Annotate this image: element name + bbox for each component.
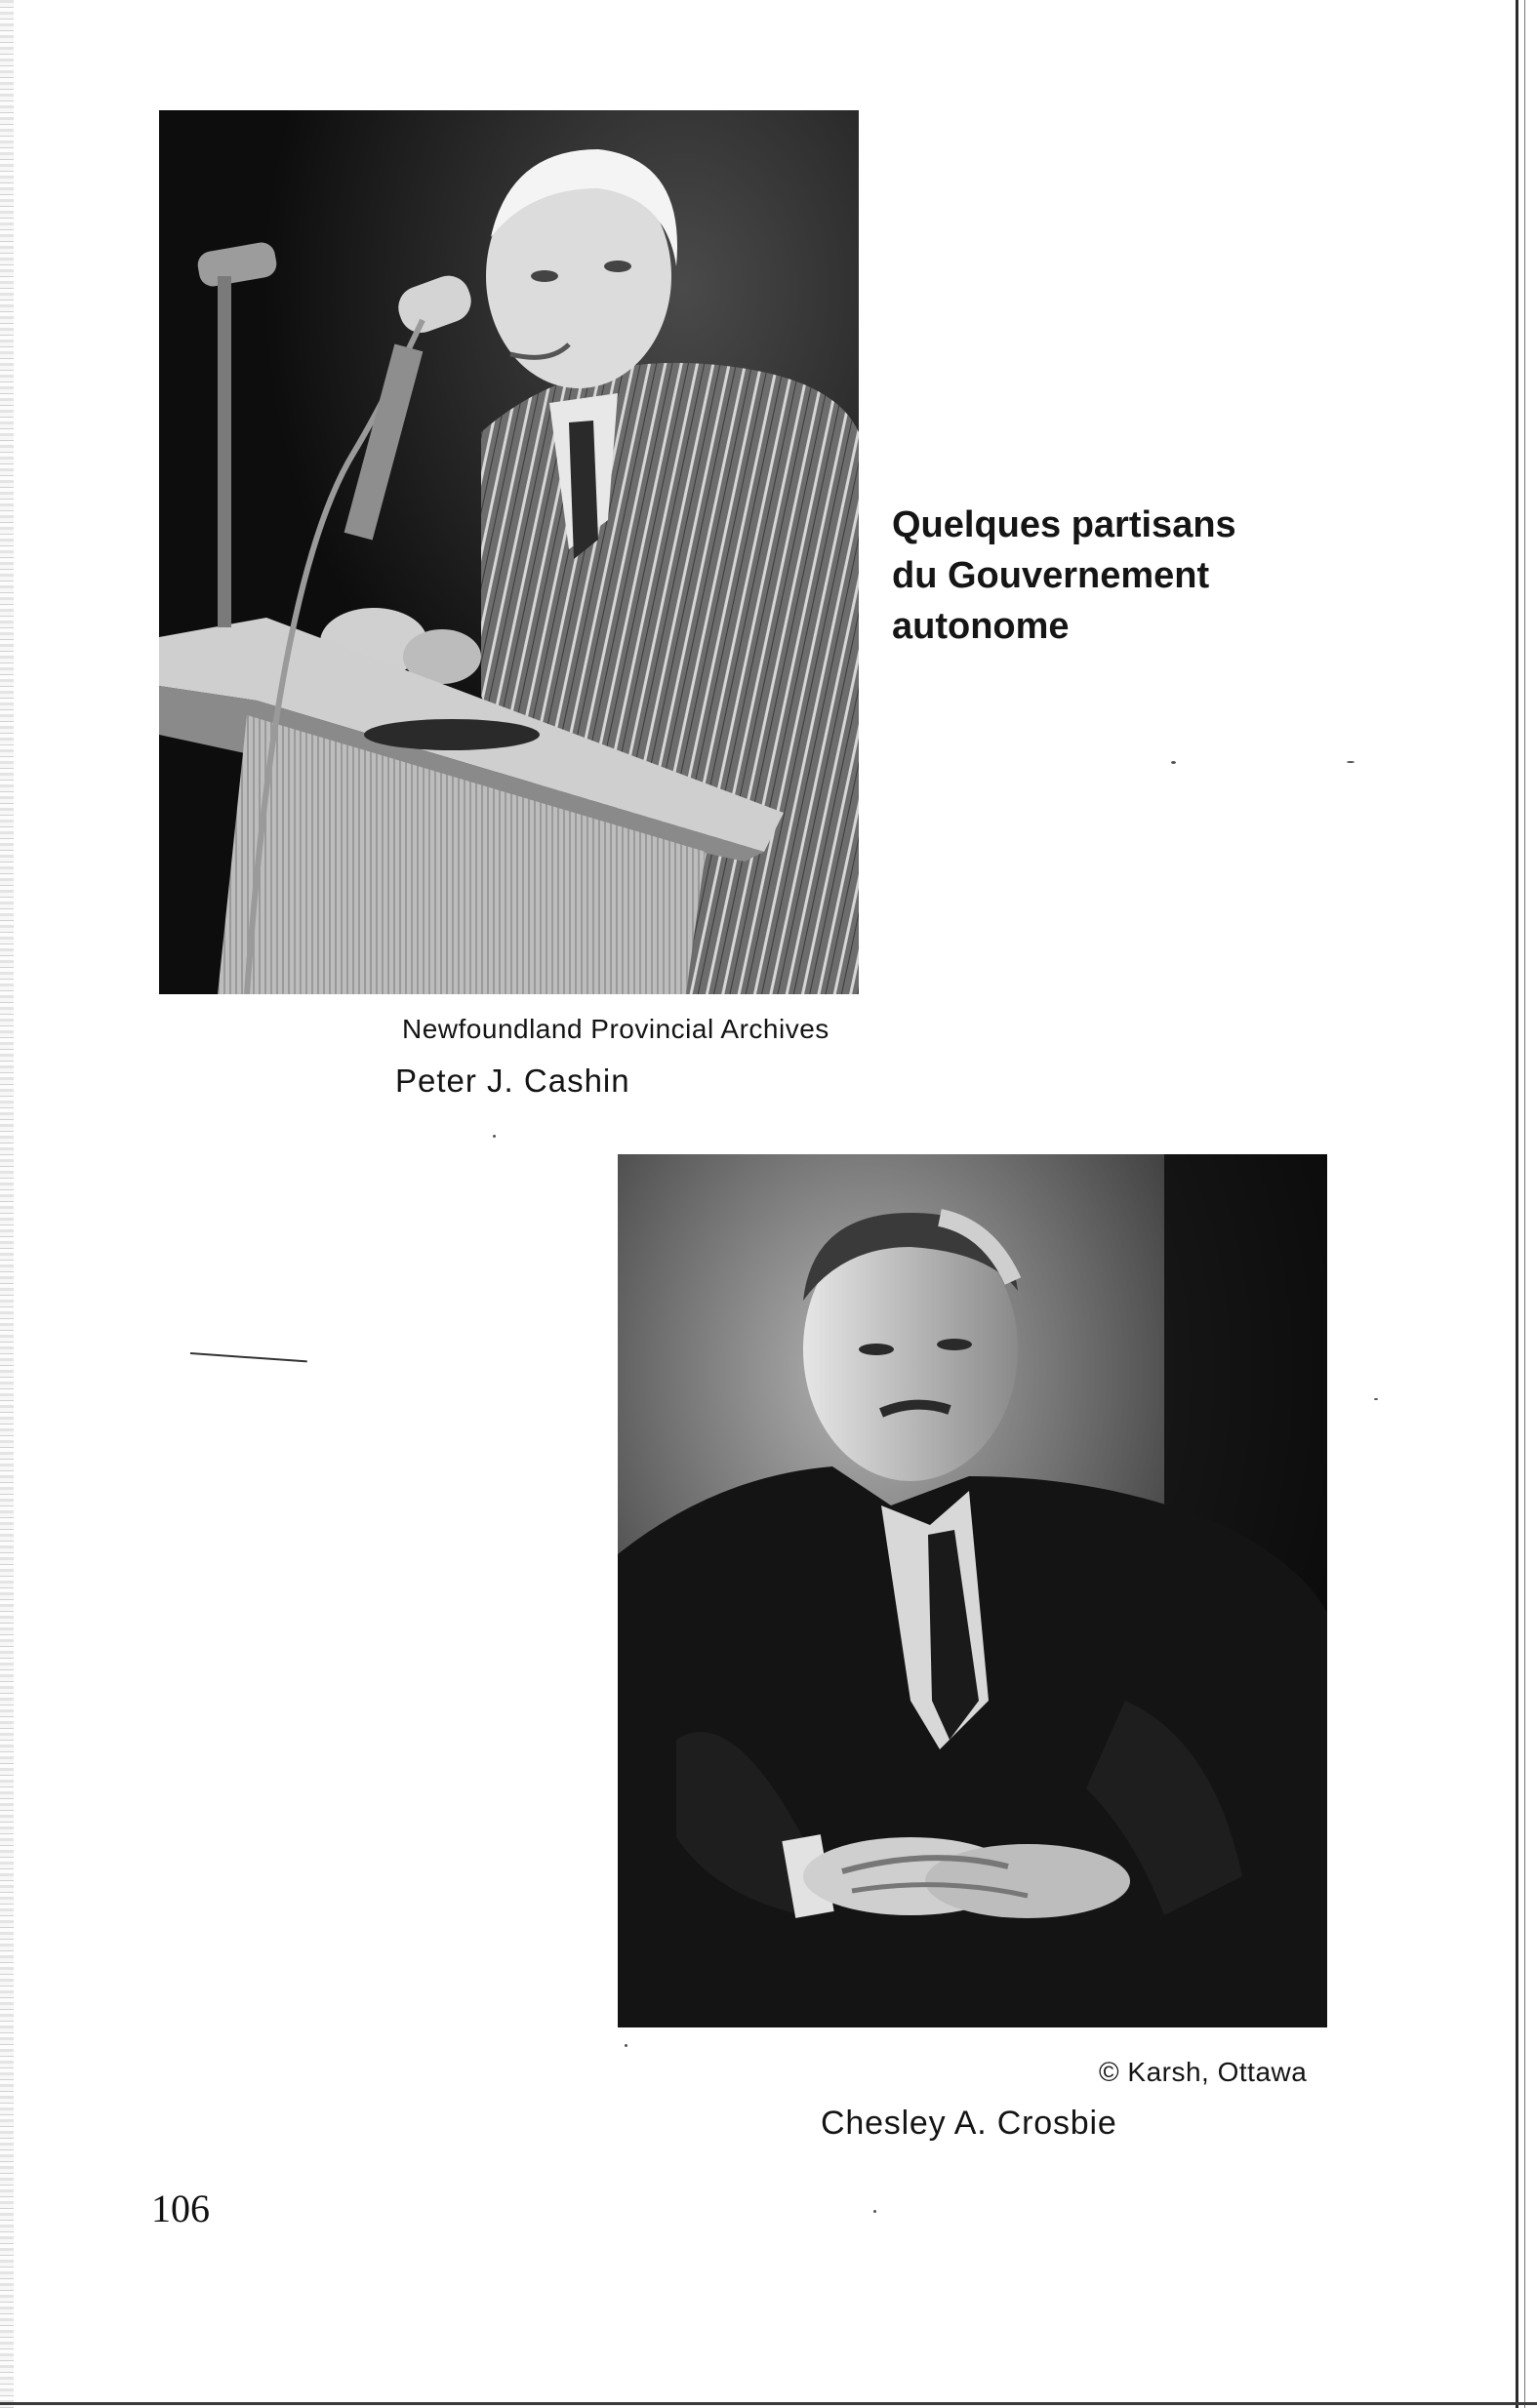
photo-credit-crosbie: © Karsh, Ottawa <box>1099 2057 1308 2087</box>
photo-cashin-illustration <box>159 110 859 994</box>
photo-peter-cashin <box>159 110 859 994</box>
heading-line-1: Quelques partisans <box>892 504 1236 545</box>
page-number: 106 <box>151 2187 210 2230</box>
scan-speck <box>625 2044 627 2047</box>
heading-line-3: autonome <box>892 606 1070 647</box>
scan-mark-stroke <box>190 1352 307 1362</box>
heading-line-2: du Gouvernement <box>892 555 1210 596</box>
scan-speck <box>493 1135 496 1138</box>
photo-caption-cashin: Peter J. Cashin <box>395 1063 630 1099</box>
scan-speck <box>1374 1398 1378 1400</box>
page-scan-edge-bottom <box>0 2402 1537 2405</box>
page-scan-edge-left <box>0 0 14 2408</box>
page-scan-edge-right <box>1516 0 1518 2408</box>
page-heading <box>892 500 1321 652</box>
photo-caption-crosbie: Chesley A. Crosbie <box>821 2105 1117 2142</box>
scan-speck <box>1347 761 1355 763</box>
scan-speck <box>1171 761 1176 764</box>
photo-credit-cashin: Newfoundland Provincial Archives <box>402 1014 829 1044</box>
page-scan-edge-right-thin <box>1524 0 1525 2408</box>
photo-chesley-crosbie <box>618 1154 1327 2027</box>
photo-crosbie-illustration <box>618 1154 1327 2027</box>
scan-speck <box>873 2210 876 2213</box>
